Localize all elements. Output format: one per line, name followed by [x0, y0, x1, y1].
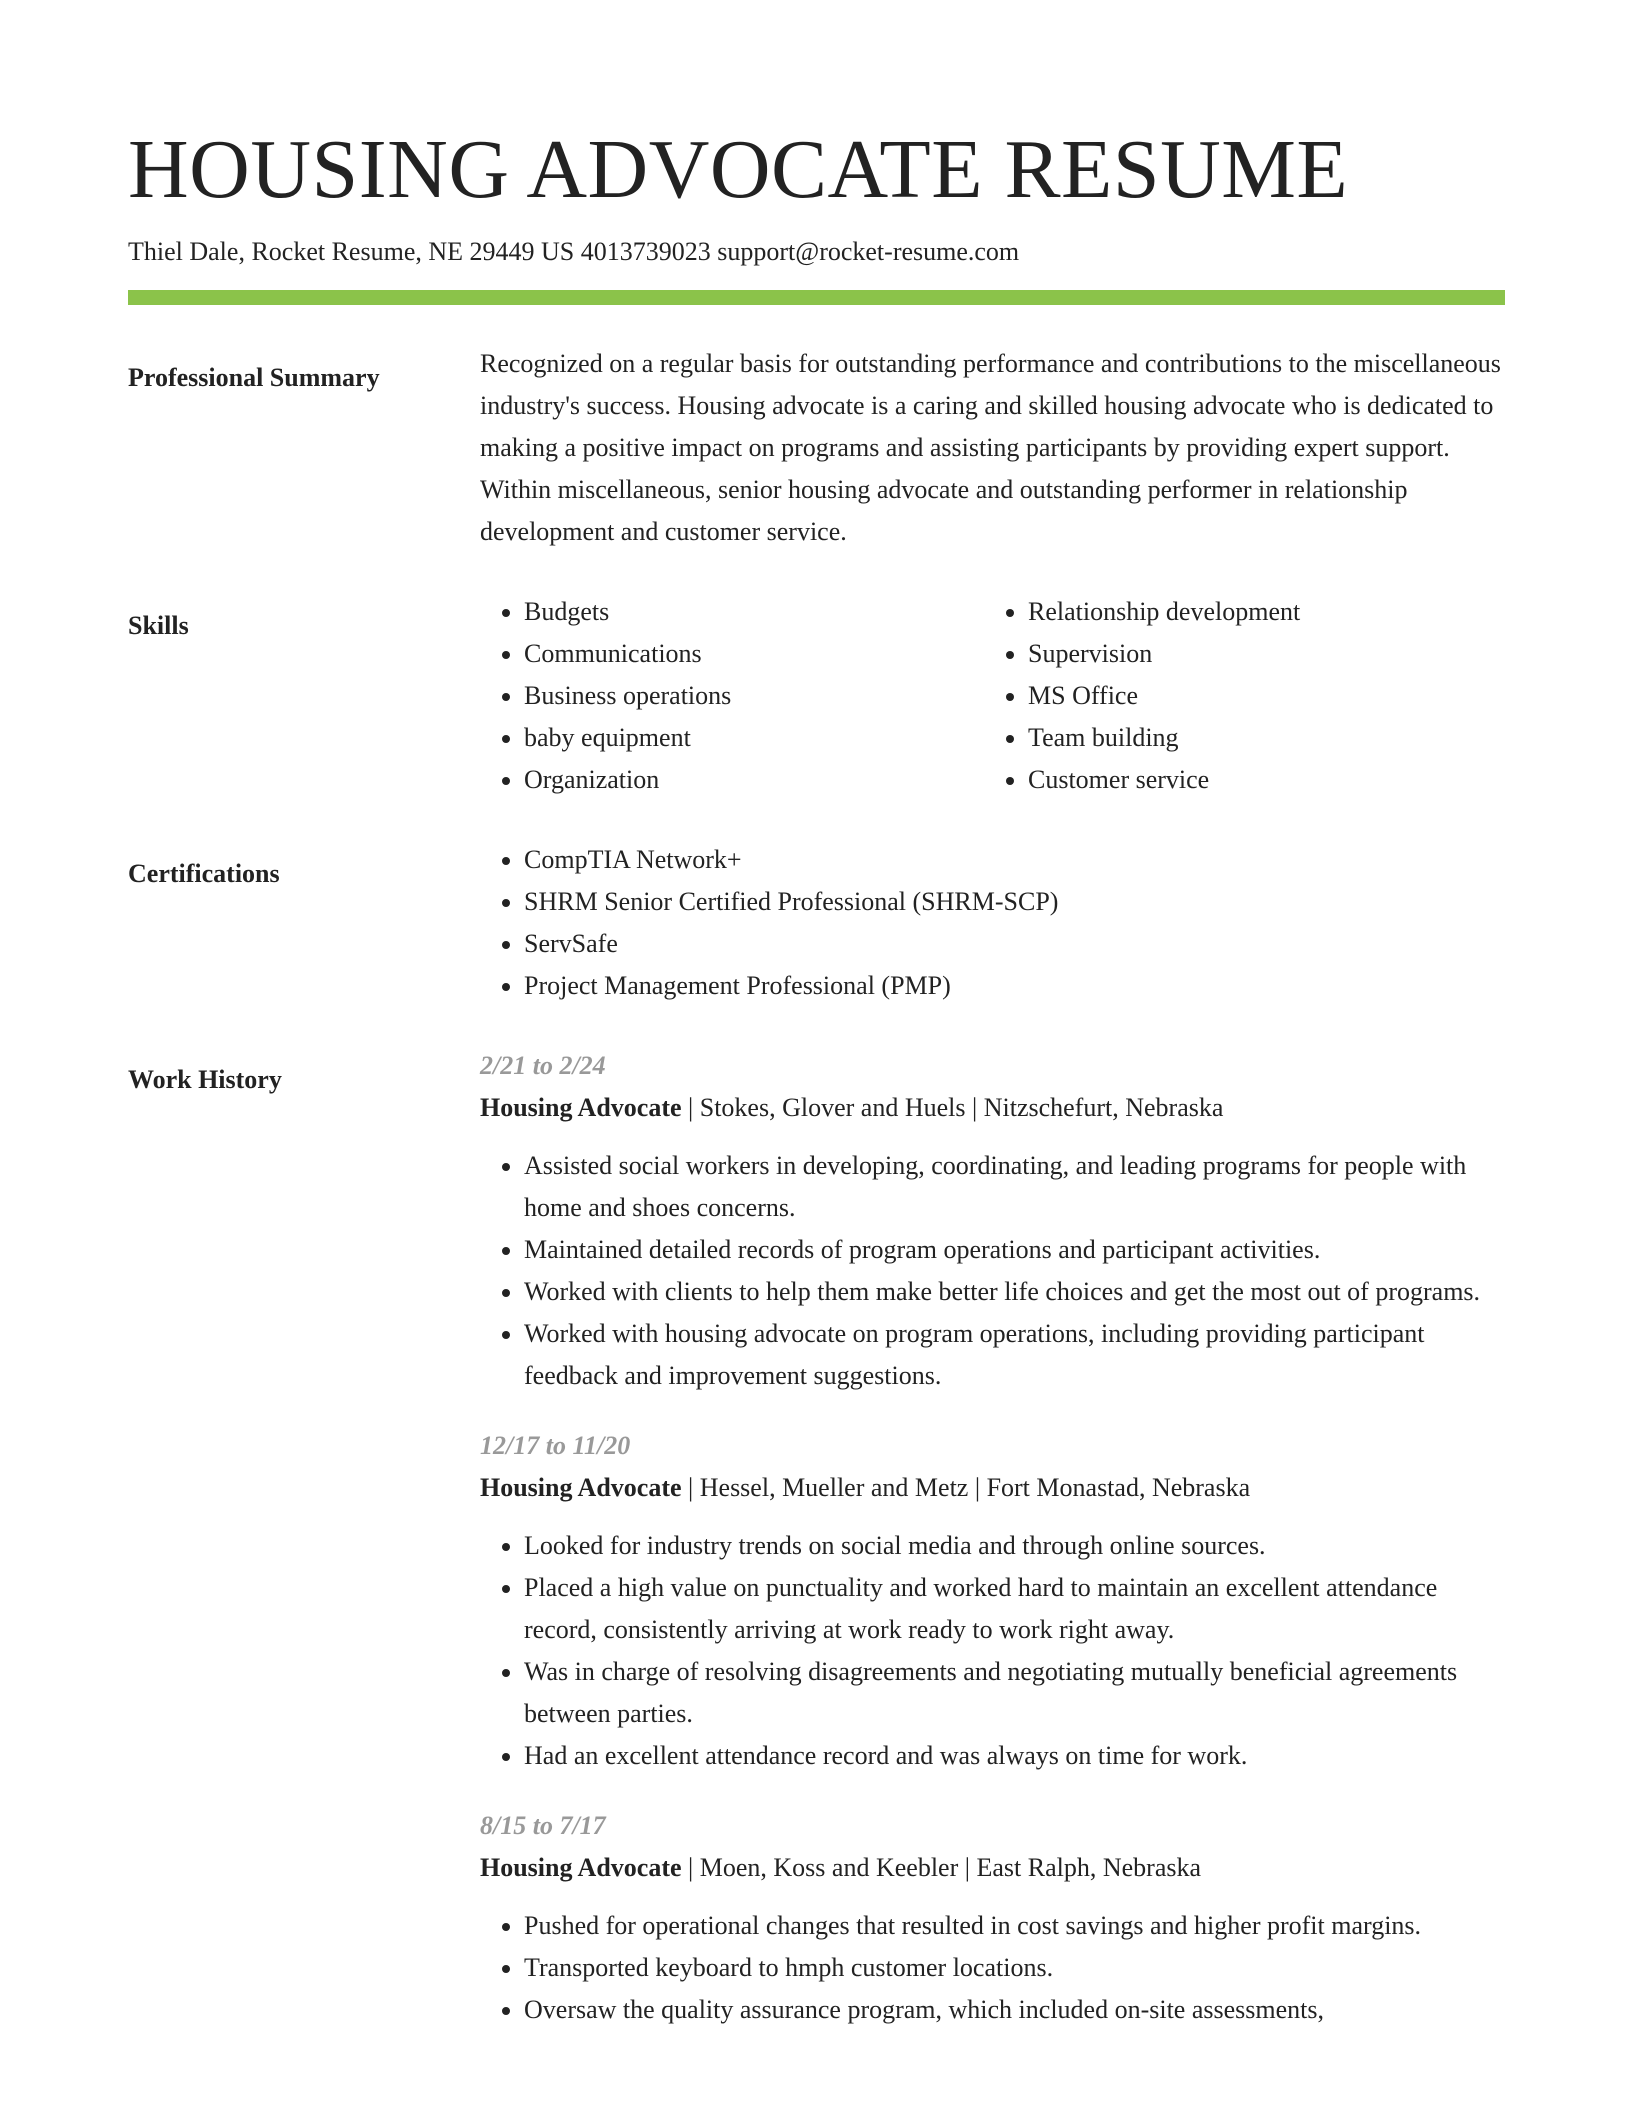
skill-item: • Communications — [524, 633, 984, 675]
summary-section — [128, 349, 1505, 553]
job-duty: • Maintained detailed records of program operations and participant activities. — [524, 1229, 1505, 1271]
job-company: Hessel, Mueller and Metz — [699, 1473, 969, 1502]
work-history-section — [128, 1051, 1505, 2031]
skills-heading: Skills — [128, 611, 189, 640]
certifications-section — [128, 845, 1505, 1007]
work-history-heading: Work History — [128, 1065, 282, 1094]
job-duty: • Assisted social workers in developing, coordinating, and leading programs for people with home and shoes concerns. — [524, 1145, 1505, 1229]
job-duty: • Placed a high value on punctuality and worked hard to maintain an excellent attendance record, consistently arriving at work ready to work right away. — [524, 1567, 1505, 1651]
summary-heading: Professional Summary — [128, 363, 380, 392]
certification-item: • SHRM Senior Certified Professional (SHRM-SCP) — [524, 881, 1505, 923]
job-heading — [480, 1087, 1505, 1129]
job-company: Stokes, Glover and Huels — [699, 1093, 966, 1122]
certifications-list — [480, 839, 1505, 1007]
resume-title: HOUSING ADVOCATE RESUME — [128, 123, 1349, 216]
job-heading — [480, 1847, 1505, 1889]
skill-item: • Budgets — [524, 591, 984, 633]
skill-item: • Business operations — [524, 675, 984, 717]
job-duty: • Oversaw the quality assurance program, which included on-site assessments, — [524, 1989, 1505, 2031]
certification-item: • ServSafe — [524, 923, 1505, 965]
job-duty: • Had an excellent attendance record and was always on time for work. — [524, 1735, 1505, 1777]
job-separator: | — [681, 1853, 700, 1882]
job-title: Housing Advocate — [480, 1093, 682, 1122]
job-location: Fort Monastad, Nebraska — [986, 1473, 1251, 1502]
job-duty: • Looked for industry trends on social media and through online sources. — [524, 1525, 1505, 1567]
contact-line: Thiel Dale, Rocket Resume, NE 29449 US 4013739023 support@rocket-resume.com — [128, 237, 1020, 266]
skill-item: • baby equipment — [524, 717, 984, 759]
job-location: Nitzschefurt, Nebraska — [983, 1093, 1224, 1122]
certification-item: • Project Management Professional (PMP) — [524, 965, 1505, 1007]
skill-item: • Team building — [1028, 717, 1488, 759]
summary-body — [480, 349, 1505, 553]
accent-divider — [128, 290, 1505, 305]
job-duty: • Transported keyboard to hmph customer locations. — [524, 1947, 1505, 1989]
skills-body — [480, 597, 1505, 801]
job-title: Housing Advocate — [480, 1473, 682, 1502]
skill-item: • Organization — [524, 759, 984, 801]
skills-list-left — [480, 591, 984, 801]
job-duty: • Worked with housing advocate on program operations, including providing participant feedback and improvement suggestions. — [524, 1313, 1505, 1397]
job-duties-list — [480, 1525, 1505, 1777]
skills-column-left — [480, 591, 984, 801]
skills-column-right — [984, 591, 1488, 801]
job-company: Moen, Koss and Keebler — [699, 1853, 959, 1882]
skills-list-right — [984, 591, 1488, 801]
certifications-heading: Certifications — [128, 859, 280, 888]
job-entry — [480, 1045, 1505, 1397]
job-duty: • Pushed for operational changes that resulted in cost savings and higher profit margins. — [524, 1905, 1505, 1947]
job-separator: | — [968, 1473, 987, 1502]
job-separator: | — [681, 1093, 700, 1122]
skills-columns — [480, 591, 1505, 801]
job-duties-list — [480, 1905, 1505, 2031]
job-entry — [480, 1425, 1505, 1777]
job-heading — [480, 1467, 1505, 1509]
job-location: East Ralph, Nebraska — [976, 1853, 1202, 1882]
skill-item: • Supervision — [1028, 633, 1488, 675]
skill-item: • MS Office — [1028, 675, 1488, 717]
job-dates: 8/15 to 7/17 — [480, 1811, 606, 1840]
job-separator: | — [958, 1853, 977, 1882]
job-separator: | — [681, 1473, 700, 1502]
skill-item: • Customer service — [1028, 759, 1488, 801]
skills-section — [128, 597, 1505, 801]
job-duty: • Worked with clients to help them make better life choices and get the most out of programs. — [524, 1271, 1505, 1313]
job-separator: | — [965, 1093, 984, 1122]
certifications-body — [480, 845, 1505, 1007]
resume-page — [128, 118, 1505, 2031]
work-history-body — [480, 1051, 1505, 2031]
job-title: Housing Advocate — [480, 1853, 682, 1882]
job-dates: 2/21 to 2/24 — [480, 1051, 606, 1080]
skill-item: • Relationship development — [1028, 591, 1488, 633]
certification-item: • CompTIA Network+ — [524, 839, 1505, 881]
summary-text: Recognized on a regular basis for outstanding performance and contributions to the miscellaneous industry's success. Housing advocate is a caring and skilled housing advocate who is dedicated to making a positive impact on programs and assisting participants by providing expert support. Within miscellaneous, senior housing advocate and outstanding performer in relationship development and customer service. — [480, 349, 1501, 546]
job-dates: 12/17 to 11/20 — [480, 1431, 631, 1460]
job-duty: • Was in charge of resolving disagreements and negotiating mutually beneficial agreements between parties. — [524, 1651, 1505, 1735]
job-entry — [480, 1805, 1505, 2031]
job-duties-list — [480, 1145, 1505, 1397]
